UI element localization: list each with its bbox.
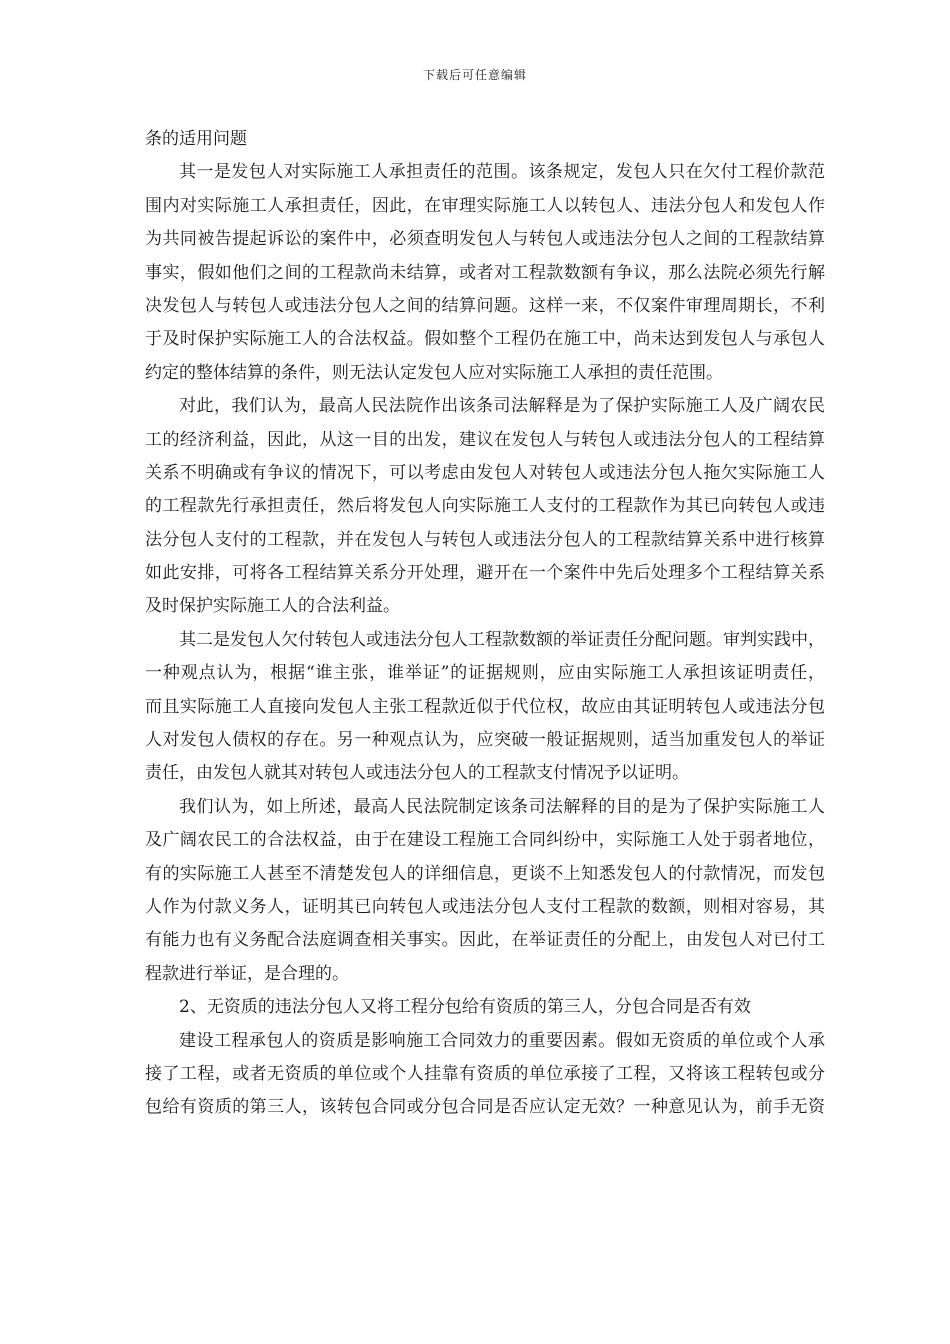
body-line: 其一是发包人对实际施工人承担责任的范围。该条规定，发包人只在欠付工程价款范	[179, 162, 825, 183]
body-line: 对此，我们认为，最高人民法院作出该条司法解释是为了保护实际施工人及广阔农民	[179, 396, 825, 417]
body-line: 及广阔农民工的合法权益，由于在建设工程施工合同纠纷中，实际施工人处于弱者地位，	[145, 830, 825, 851]
body-line: 有的实际施工人甚至不清楚发包人的详细信息，更谈不上知悉发包人的付款情况，而发包	[145, 863, 825, 884]
body-line: 建设工程承包人的资质是影响施工合同效力的重要因素。假如无资质的单位或个人承	[179, 1030, 825, 1051]
body-line: 如此安排，可将各工程结算关系分开处理，避开在一个案件中先后处理多个工程结算关系	[145, 563, 825, 584]
body-line: 围内对实际施工人承担责任，因此，在审理实际施工人以转包人、违法分包人和发包人作	[145, 195, 825, 216]
body-line: 为共同被告提起诉讼的案件中，必须查明发包人与转包人或违法分包人之间的工程款结算	[145, 229, 825, 250]
body-line: 我们认为，如上所述，最高人民法院制定该条司法解释的目的是为了保护实际施工人	[179, 796, 825, 817]
body-line: 于及时保护实际施工人的合法权益。假如整个工程仍在施工中，尚未达到发包人与承包人	[145, 329, 825, 350]
document-body	[145, 123, 825, 1125]
body-line: 一种观点认为，根据“谁主张，谁举证”的证据规则，应由实际施工人承担该证明责任，	[145, 663, 825, 684]
body-line: 有能力也有义务配合法庭调查相关事实。因此，在举证责任的分配上，由发包人对已付工	[145, 930, 825, 951]
body-line: 决发包人与转包人或违法分包人之间的结算问题。这样一来，不仅案件审理周期长，不利	[145, 295, 825, 316]
body-line: 关系不明确或有争议的情况下，可以考虑由发包人对转包人或违法分包人拖欠实际施工人	[145, 462, 825, 483]
body-line: 程款进行举证，是合理的。	[145, 963, 349, 984]
page-header: 下载后可任意编辑	[422, 68, 527, 82]
body-line: 的工程款先行承担责任，然后将发包人向实际施工人支付的工程款作为其已向转包人或违	[145, 496, 825, 517]
body-line: 及时保护实际施工人的合法利益。	[145, 596, 400, 617]
body-line: 接了工程，或者无资质的单位或个人挂靠有资质的单位承接了工程，又将该工程转包或分	[145, 1063, 825, 1084]
body-line: 法分包人支付的工程款，并在发包人与转包人或违法分包人的工程款结算关系中进行核算	[145, 529, 825, 550]
body-line: 条的适用问题	[145, 129, 247, 149]
body-line: 事实，假如他们之间的工程款尚未结算，或者对工程款数额有争议，那么法院必须先行解	[145, 262, 825, 283]
body-line: 2、无资质的违法分包人又将工程分包给有资质的第三人，分包合同是否有效	[179, 997, 751, 1018]
body-line: 而且实际施工人直接向发包人主张工程款近似于代位权，故应由其证明转包人或违法分包	[145, 696, 825, 717]
body-line: 工的经济利益，因此，从这一目的出发，建议在发包人与转包人或违法分包人的工程结算	[145, 429, 825, 450]
body-line: 责任，由发包人就其对转包人或违法分包人的工程款支付情况予以证明。	[145, 763, 689, 784]
body-line: 包给有资质的第三人，该转包合同或分包合同是否应认定无效？一种意见认为，前手无资	[145, 1097, 825, 1118]
body-line: 约定的整体结算的条件，则无法认定发包人应对实际施工人承担的责任范围。	[145, 362, 723, 383]
body-line: 其二是发包人欠付转包人或违法分包人工程款数额的举证责任分配问题。审判实践中，	[179, 629, 825, 650]
body-line: 人作为付款义务人，证明其已向转包人或违法分包人支付工程款的数额，则相对容易，其	[145, 896, 825, 917]
body-line: 人对发包人债权的存在。另一种观点认为，应突破一般证据规则，适当加重发包人的举证	[145, 730, 825, 751]
